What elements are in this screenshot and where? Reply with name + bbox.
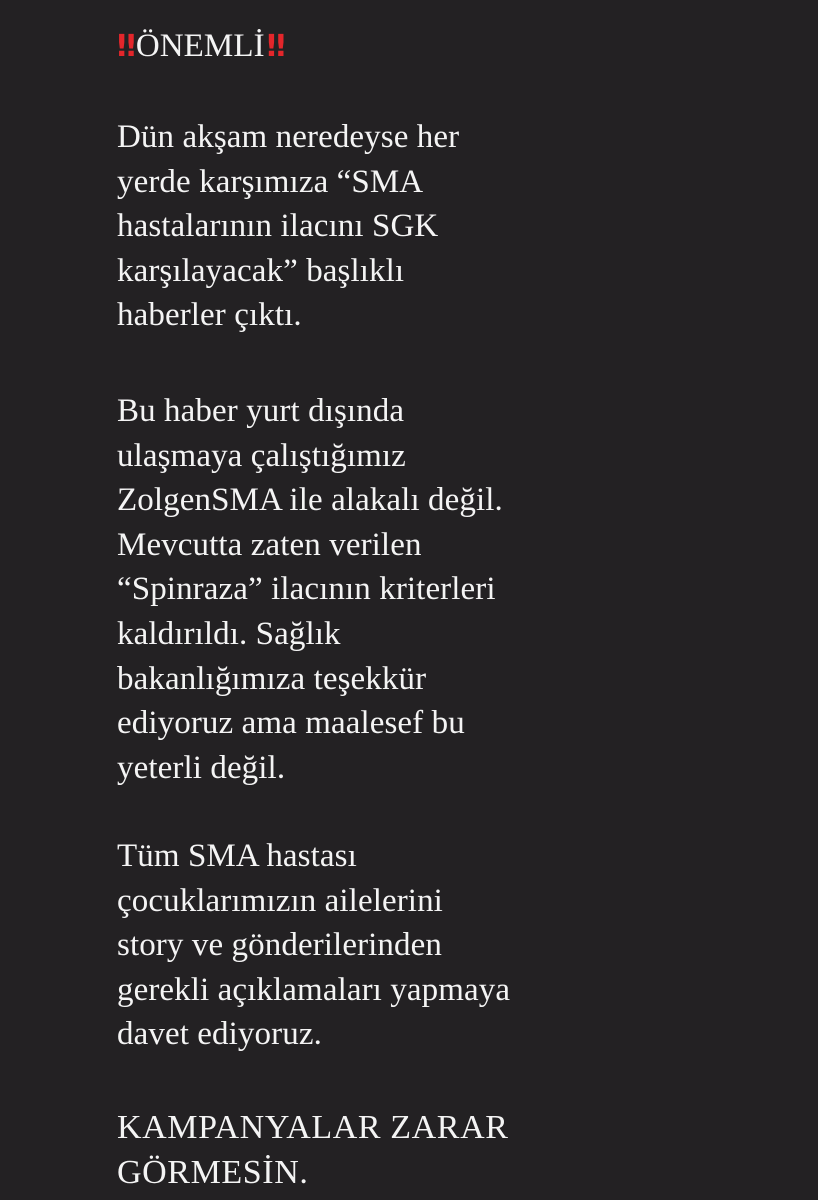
paragraph-invitation	[117, 834, 510, 1057]
double-exclamation-icon: ‼	[266, 29, 283, 64]
title-heading	[117, 24, 283, 70]
text-line: ZolgenSMA ile alakalı değil.	[117, 482, 503, 519]
text-line: story ve gönderilerinden	[117, 927, 442, 964]
double-exclamation-icon: ‼	[117, 29, 133, 64]
text-line: karşılayacak” başlıklı	[117, 252, 405, 289]
text-line: GÖRMESİN.	[117, 1153, 309, 1191]
text-line: gerekli açıklamaları yapmaya	[117, 971, 511, 1008]
paragraph-explanation	[117, 389, 503, 790]
text-line: KAMPANYALAR ZARAR	[117, 1109, 509, 1146]
text-line: bakanlığımıza teşekkür	[117, 660, 427, 697]
text-line: Dün akşam neredeyse her	[117, 119, 460, 155]
paragraph-closing	[117, 1106, 509, 1195]
text-line: ulaşmaya çalıştığımız	[117, 437, 406, 474]
text-line: “Spinraza” ilacının kriterleri	[117, 571, 496, 608]
text-line: haberler çıktı.	[117, 297, 302, 334]
text-line: ediyoruz ama maalesef bu	[117, 705, 465, 742]
text-line: yeterli değil.	[117, 749, 286, 786]
text-line: hastalarının ilacını SGK	[117, 208, 439, 245]
paragraph-news-intro	[117, 115, 459, 338]
text-line: kaldırıldı. Sağlık	[117, 615, 341, 652]
text-line: çocuklarımızın ailelerini	[117, 882, 443, 919]
text-line: davet ediyoruz.	[117, 1016, 322, 1053]
text-line: Bu haber yurt dışında	[117, 393, 405, 429]
text-line: yerde karşımıza “SMA	[117, 163, 424, 200]
text-line: Tüm SMA hastası	[117, 838, 357, 874]
text-line: Mevcutta zaten verilen	[117, 526, 422, 563]
title-text: ÖNEMLİ	[135, 28, 265, 64]
